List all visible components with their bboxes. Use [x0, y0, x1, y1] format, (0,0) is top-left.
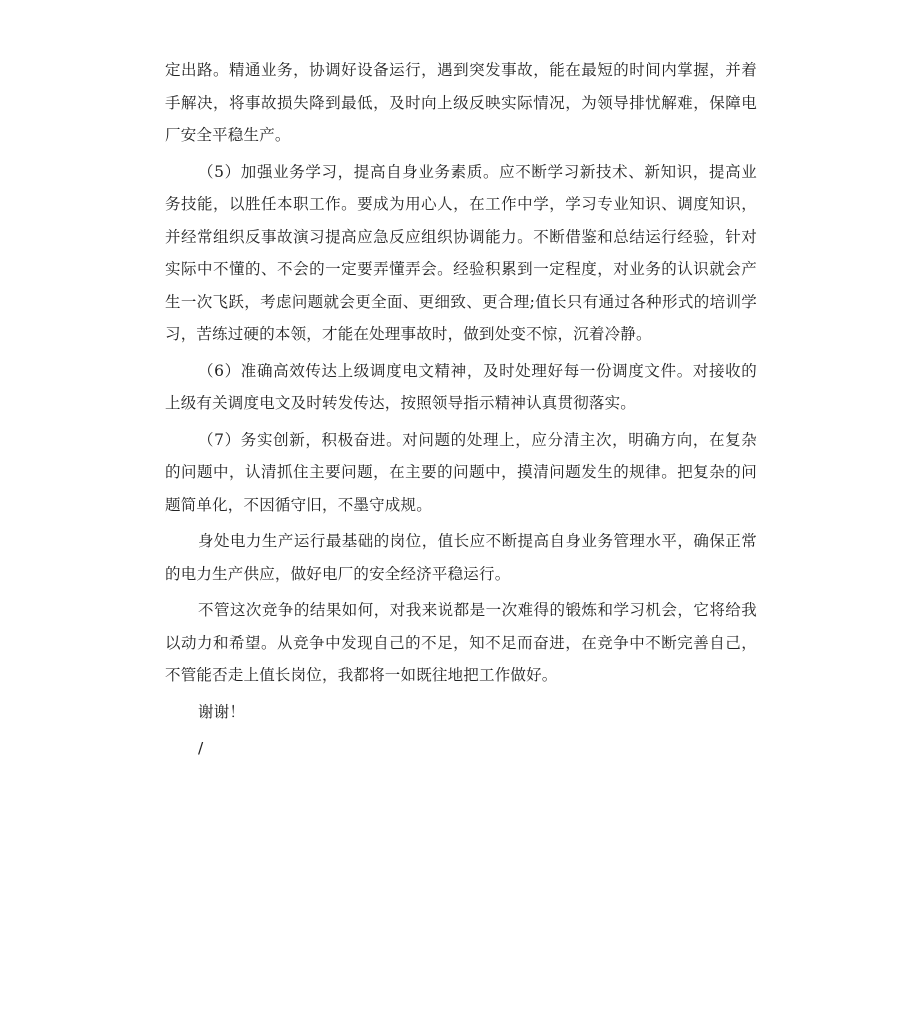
paragraph-item-7: （7）务实创新，积极奋进。对问题的处理上，应分清主次，明确方向，在复杂的问题中，认清抓住主要问题，在主要的问题中，摸清问题发生的规律。把复杂的问题简单化，不因循守旧，不墨守成规。	[165, 430, 757, 514]
paragraph-continuation: 定出路。精通业务，协调好设备运行，遇到突发事故，能在最短的时间内掌握，并着手解决，将事故损失降到最低，及时向上级反映实际情况，为领导排忧解难，保障电厂安全平稳生产。	[165, 61, 757, 144]
paragraph-slash: /	[198, 739, 204, 757]
paragraph-thanks: 谢谢！	[198, 702, 246, 721]
paragraph-closing: 不管这次竞争的结果如何，对我来说都是一次难得的锻炼和学习机会，它将给我以动力和希望。从竞争中发现自己的不足，知不足而奋进，在竞争中不断完善自己，不管能否走上值长岗位，我都将一如既往地把工作做好。	[165, 601, 757, 684]
document-body	[165, 54, 757, 769]
paragraph-item-6: （6）准确高效传达上级调度电文精神，及时处理好每一份调度文件。对接收的上级有关调度电文及时转发传达，按照领导指示精神认真贯彻落实。	[165, 361, 757, 412]
paragraph-item-5: （5）加强业务学习，提高自身业务素质。应不断学习新技术、新知识，提高业务技能，以胜任本职工作。要成为用心人，在工作中学，学习专业知识、调度知识，并经常组织反事故演习提高应急反应组织协调能力。不断借鉴和总结运行经验，针对实际中不懂的、不会的一定要弄懂弄会。经验积累到一定程度，对业务的认识就会产生一次飞跃，考虑问题就会更全面、更细致、更合理;值长只有通过各种形式的培训学习，苦练过硬的本领，才能在处理事故时，做到处变不惊，沉着冷静。	[165, 162, 757, 343]
paragraph-summary: 身处电力生产运行最基础的岗位，值长应不断提高自身业务管理水平，确保正常的电力生产供应，做好电厂的安全经济平稳运行。	[165, 532, 757, 583]
